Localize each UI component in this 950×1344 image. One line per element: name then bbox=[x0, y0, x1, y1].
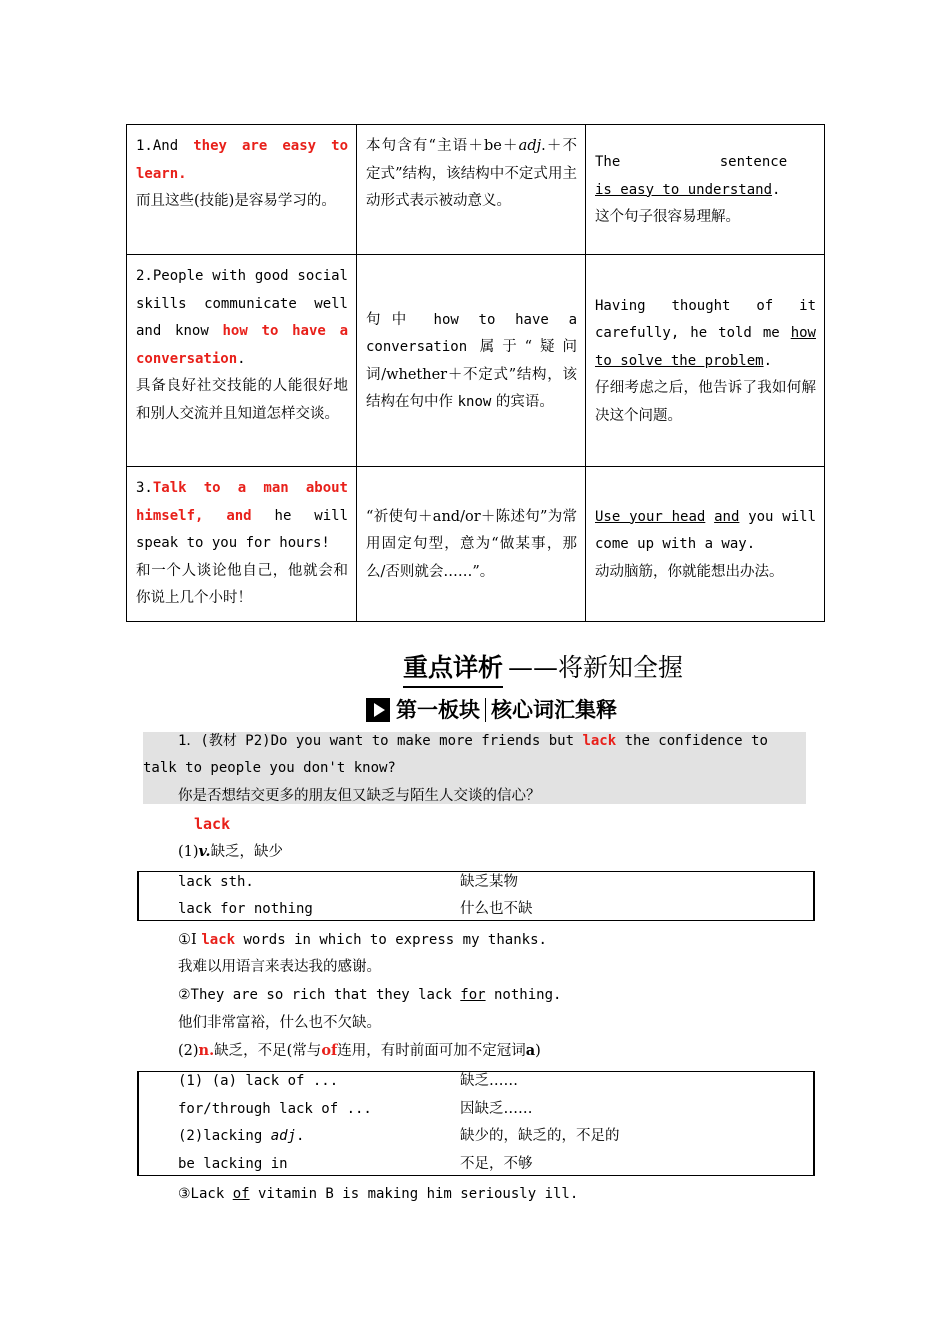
example-translation: 他们非常富裕，什么也不欠缺。 bbox=[178, 1015, 381, 1031]
phrase-en: lack for nothing bbox=[178, 901, 313, 917]
grammar-table bbox=[126, 124, 825, 622]
example-translation: 我难以用语言来表达我的感谢。 bbox=[178, 959, 381, 975]
sub-heading: 第一板块 核心词汇集释 bbox=[366, 694, 617, 726]
sentence-cell: 3.Talk to a man about himself, and he will speak to you for hours! 和一个人谈论他自己，他就会和你说上几个小时！ bbox=[127, 467, 357, 622]
phrase-zh: 缺乏…… bbox=[460, 1073, 518, 1089]
section-heading bbox=[403, 650, 683, 686]
sentence-cell: 1.And they are easy to learn. 而且这些(技能)是容易学习的。 bbox=[127, 125, 357, 255]
explanation-cell: 句中 how to have a conversation 属于“疑问词/whether＋不定式”结构，该结构在句中作 know 的宾语。 bbox=[357, 255, 586, 467]
example-cell: The sentence is easy to understand. 这个句子很容易理解。 bbox=[586, 125, 825, 255]
example-line-1: 1．(教材 P2)Do you want to make more friends but lack the confidence to bbox=[178, 733, 768, 749]
example-cell: Having thought of it carefully, he told me how to solve the problem. 仔细考虑之后，他告诉了我如何解决这个问题。 bbox=[586, 255, 825, 467]
phrase-en: for/through lack of ... bbox=[178, 1101, 372, 1117]
phrase-en: lack sth. bbox=[178, 874, 254, 890]
sentence-cell: 2.People with good social skills communicate well and know how to have a conversation. 具备良好社交技能的人能很好地和别人交流并且知道怎样交谈。 bbox=[127, 255, 357, 467]
table-row bbox=[127, 125, 825, 255]
phrase-en: be lacking in bbox=[178, 1156, 288, 1172]
example-sentence: ②They are so rich that they lack for nothing. bbox=[178, 987, 562, 1003]
phrase-zh: 缺少的，缺乏的，不足的 bbox=[460, 1128, 620, 1144]
divider bbox=[485, 698, 486, 722]
play-triangle-icon bbox=[366, 698, 390, 722]
explanation-cell: “祈使句＋and/or＋陈述句”为常用固定句型，意为“做某事，那么/否则就会……”。 bbox=[357, 467, 586, 622]
phrase-zh: 缺乏某物 bbox=[460, 874, 518, 890]
example-line-2: talk to people you don't know? bbox=[143, 760, 396, 776]
section-heading-rest: ——将新知全握 bbox=[508, 653, 684, 682]
example-translation: 你是否想结交更多的朋友但又缺乏与陌生人交谈的信心？ bbox=[178, 788, 541, 804]
example-sentence: ①I lack words in which to express my thanks. bbox=[178, 932, 547, 948]
example-cell: Use your head and you will come up with a way. 动动脑筋，你就能想出办法。 bbox=[586, 467, 825, 622]
verb-sense: (1)v.缺乏，缺少 bbox=[178, 843, 284, 860]
headword: lack bbox=[194, 815, 231, 833]
phrase-zh: 什么也不缺 bbox=[460, 901, 533, 917]
explanation-cell: 本句含有“主语＋be＋adj.＋不定式”结构，该结构中不定式用主动形式表示被动意义。 bbox=[357, 125, 586, 255]
table-row bbox=[127, 467, 825, 622]
highlight-phrase: how to have a conversation bbox=[136, 323, 348, 367]
example-sentence: ③Lack of vitamin B is making him seriously ill. bbox=[178, 1186, 579, 1202]
noun-sense: (2)n.缺乏，不足(常与of连用，有时前面可加不定冠词a) bbox=[178, 1042, 541, 1059]
phrase-en: (2)lacking adj. bbox=[178, 1128, 305, 1144]
phrase-zh: 不足，不够 bbox=[460, 1156, 533, 1172]
table-row bbox=[127, 255, 825, 467]
highlight-phrase: they are easy to learn. bbox=[136, 138, 348, 182]
highlight-phrase: Talk to a man about himself, and bbox=[136, 480, 348, 524]
section-heading-bold: 重点详析 bbox=[403, 650, 503, 688]
phrase-zh: 因缺乏…… bbox=[460, 1101, 533, 1117]
phrase-en: (1) (a) lack of ... bbox=[178, 1073, 339, 1089]
